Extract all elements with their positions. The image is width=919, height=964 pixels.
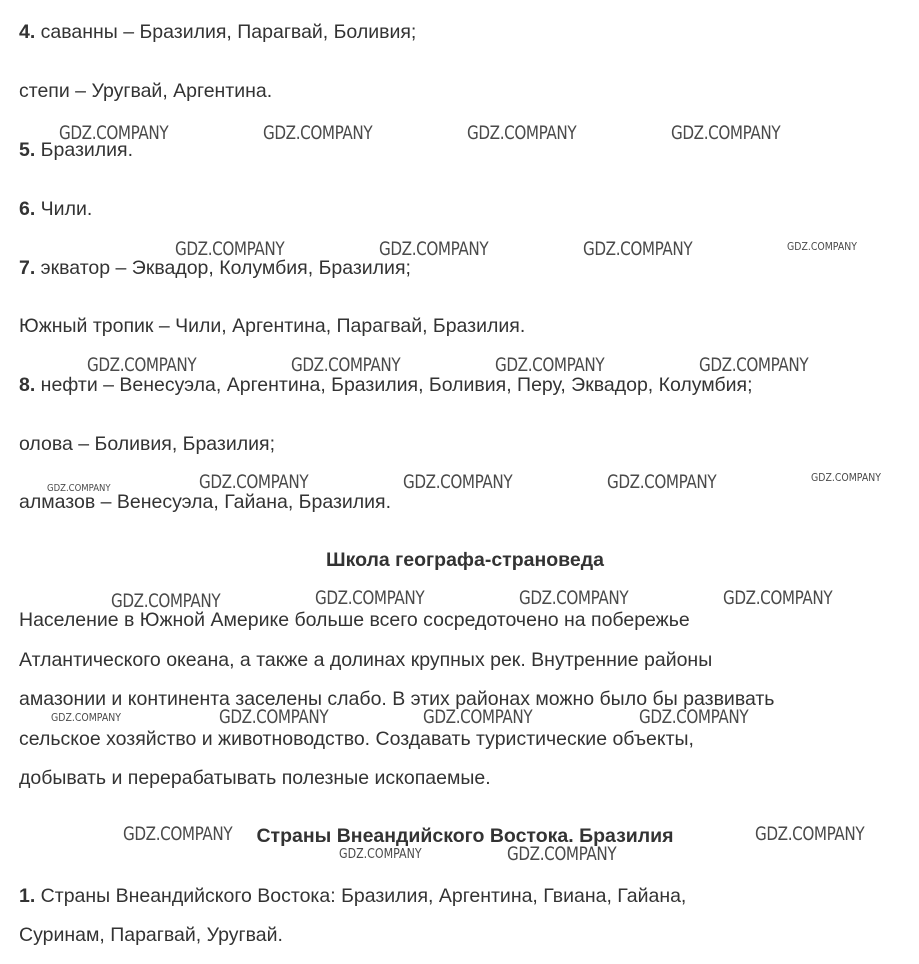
answer-4 [19, 20, 416, 44]
watermark: GDZ.COMPANY [519, 587, 629, 609]
answer-8-cont [19, 432, 275, 456]
answer-number: 5. [19, 139, 36, 161]
answer-text: Чили. [35, 198, 93, 220]
watermark: GDZ.COMPANY [811, 471, 881, 484]
watermark: GDZ.COMPANY [467, 122, 577, 144]
section-title-brazil: Страны Внеандийского Востока. Бразилия [256, 825, 674, 847]
paragraph-line: добывать и перерабатывать полезные ископаемые. [19, 767, 491, 789]
watermark: GDZ.COMPANY [607, 471, 717, 493]
watermark: GDZ.COMPANY [291, 354, 401, 376]
answer-number: 8. [19, 374, 36, 396]
answer-text: Страны Внеандийского Востока: Бразилия, Аргентина, Гвиана, Гайана, [35, 885, 687, 907]
answer-text: Южный тропик – Чили, Аргентина, Парагвай, Бразилия. [19, 315, 526, 337]
watermark: GDZ.COMPANY [87, 354, 197, 376]
answer-b-1-cont [19, 923, 283, 947]
watermark: GDZ.COMPANY [315, 587, 425, 609]
watermark: GDZ.COMPANY [175, 238, 285, 260]
watermark: GDZ.COMPANY [699, 354, 809, 376]
answer-text: саванны – Бразилия, Парагвай, Боливия; [35, 21, 417, 43]
watermark: GDZ.COMPANY [787, 240, 857, 253]
watermark: GDZ.COMPANY [339, 847, 422, 862]
answer-text: олова – Боливия, Бразилия; [19, 433, 276, 455]
watermark: GDZ.COMPANY [423, 706, 533, 728]
answer-4-cont [19, 79, 272, 103]
watermark: GDZ.COMPANY [379, 238, 489, 260]
answer-7 [19, 256, 411, 280]
answer-text: экватор – Эквадор, Колумбия, Бразилия; [35, 257, 411, 279]
paragraph-line: амазонии и континента заселены слабо. В этих районах можно было бы развивать [19, 688, 775, 710]
answer-7-cont [19, 314, 525, 338]
answer-text: степи – Уругвай, Аргентина. [19, 80, 273, 102]
watermark: GDZ.COMPANY [199, 471, 309, 493]
paragraph-line: Население в Южной Америке больше всего сосредоточено на побережье [19, 609, 690, 631]
answer-5 [19, 138, 133, 162]
watermark: GDZ.COMPANY [47, 483, 111, 494]
watermark: GDZ.COMPANY [671, 122, 781, 144]
answer-number: 6. [19, 198, 36, 220]
answer-text: алмазов – Венесуэла, Гайана, Бразилия. [19, 491, 392, 513]
answer-6 [19, 197, 92, 221]
watermark: GDZ.COMPANY [639, 706, 749, 728]
answer-b-1 [19, 884, 686, 908]
watermark: GDZ.COMPANY [111, 590, 221, 612]
watermark: GDZ.COMPANY [507, 843, 617, 865]
answer-8 [19, 373, 753, 397]
watermark: GDZ.COMPANY [723, 587, 833, 609]
watermark: GDZ.COMPANY [51, 711, 121, 724]
answer-number: 4. [19, 21, 36, 43]
watermark: GDZ.COMPANY [495, 354, 605, 376]
watermark: GDZ.COMPANY [583, 238, 693, 260]
answer-number: 1. [19, 885, 36, 907]
watermark: GDZ.COMPANY [403, 471, 513, 493]
answer-number: 7. [19, 257, 36, 279]
watermark: GDZ.COMPANY [755, 823, 865, 845]
answer-8-cont2 [19, 490, 391, 514]
watermark: GDZ.COMPANY [123, 823, 233, 845]
section-title-school: Школа географа-страноведа [326, 549, 604, 571]
watermark: GDZ.COMPANY [219, 706, 329, 728]
answer-text: нефти – Венесуэла, Аргентина, Бразилия, Боливия, Перу, Эквадор, Колумбия; [35, 374, 753, 396]
answer-text: Суринам, Парагвай, Уругвай. [19, 924, 283, 946]
watermark: GDZ.COMPANY [263, 122, 373, 144]
answer-text: Бразилия. [35, 139, 134, 161]
paragraph-line: сельское хозяйство и животноводство. Создавать туристические объекты, [19, 728, 694, 750]
paragraph-line: Атлантического океана, а также а долинах крупных рек. Внутренние районы [19, 649, 713, 671]
watermark: GDZ.COMPANY [59, 122, 169, 144]
